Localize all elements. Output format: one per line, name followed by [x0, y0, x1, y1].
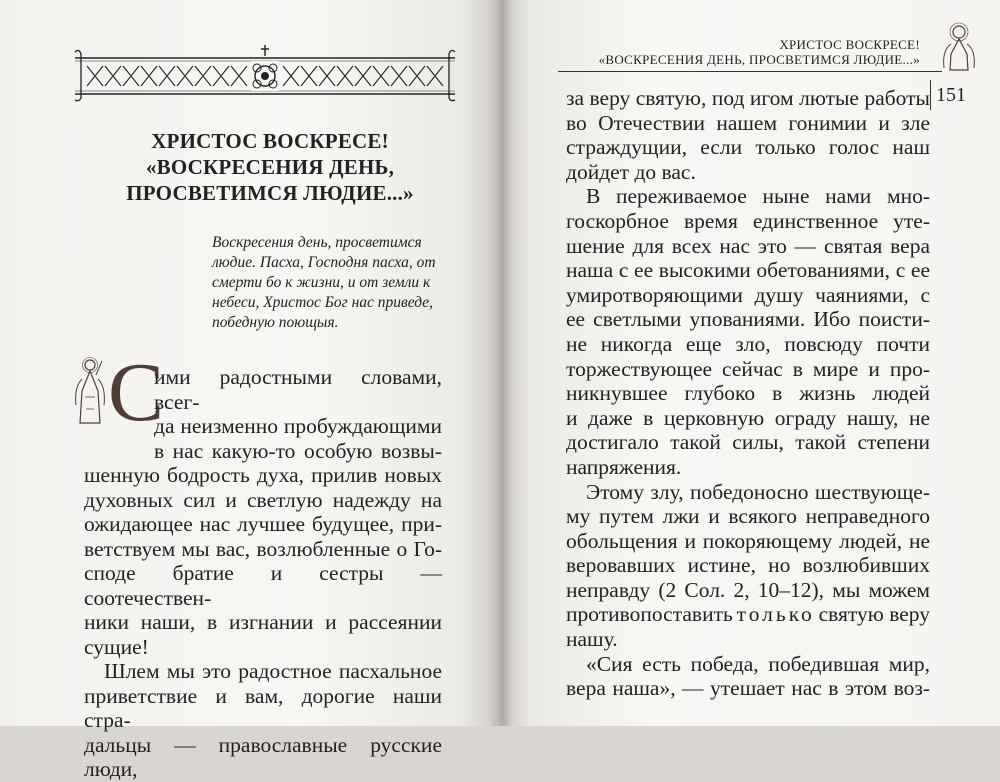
text-line: никнувшее глубоко в жизнь людей [566, 381, 930, 406]
text-segment: святую веру [818, 602, 930, 627]
angel-icon [940, 22, 978, 72]
running-head-line: ХРИСТОС ВОСКРЕСЕ! [779, 37, 920, 52]
text-line: торжествующее сейчас в мире и про- [566, 356, 930, 381]
text-line: дойдет до вас. [566, 159, 696, 184]
page-number: 151 [936, 84, 966, 106]
text-line: веровавших истине, но возлюбивших [566, 553, 930, 578]
text-line: Этому злу, победоносно шествующе- [586, 479, 930, 504]
emphasized-word: только [736, 602, 815, 627]
text-line [566, 602, 930, 627]
text-line: наша с ее высокими обетованиями, с ее [566, 258, 930, 283]
text-line: нашу. [566, 627, 618, 652]
text-line: сущие! [84, 634, 149, 659]
book-gutter [488, 0, 514, 726]
text-line: напряжения. [566, 454, 682, 479]
running-head-line: «ВОСКРЕСЕНИЯ ДЕНЬ, ПРОСВЕТИМСЯ ЛЮДИЕ...» [598, 52, 920, 67]
text-line: ожидающее нас лучшее будущее, при- [84, 512, 442, 536]
text-line: Шлем мы это радостное пасхальное [104, 659, 442, 683]
header-rule [558, 71, 942, 72]
epigraph-line: небеси, Христос Бог нас приведе, [212, 294, 434, 311]
text-line: не никогда еще зло, повсюду почти [566, 331, 930, 356]
text-line: неправду (2 Сол. 2, 10–12), мы можем [566, 577, 930, 602]
text-line: «Сия есть победа, победившая мир, [586, 651, 930, 676]
text-line: во Отечествии нашем гонимии и зле [566, 110, 930, 135]
epigraph-line: Воскресения день, просветимся [212, 234, 422, 251]
title-line: ПРОСВЕТИМСЯ ЛЮДИЕ...» [126, 181, 414, 205]
text-line: приветствие и вам, дорогие наши стра- [84, 683, 442, 732]
drop-cap-letter: С [108, 346, 165, 439]
title-line: «ВОСКРЕСЕНИЯ ДЕНЬ, [145, 155, 395, 179]
epigraph-line: смерти бо к жизни, и от земли к [212, 274, 431, 291]
text-line: В переживаемое ныне нами мно- [586, 184, 930, 209]
text-line: ники наши, в изгнании и рассеянии [84, 610, 442, 634]
text-line: за веру святую, под игом лютые работы [566, 86, 930, 110]
text-line: ее светлыми упованиями. Ибо поисти- [566, 307, 930, 332]
text-line: му путем лжи и всякого неправедного [566, 504, 930, 529]
right-body-text [566, 86, 930, 701]
text-line: духовных сил и светлую надежду на [84, 487, 442, 512]
text-line: обольщения и покоряющему людей, не [566, 528, 930, 553]
text-line: споде братие и сестры — соотечествен- [84, 561, 442, 610]
text-line: да неизменно пробуждающими [154, 414, 442, 438]
epigraph-line: людие. Пасха, Господня пасха, от [212, 254, 436, 271]
text-line: страждущии, если только голос наш [566, 135, 930, 160]
text-line: шенную бодрость духа, прилив новых [84, 463, 442, 487]
text-line: достигало такой силы, такой степени [566, 430, 930, 455]
text-line: и даже в церковную ограду нашу, не [566, 405, 930, 430]
text-line: дальцы — православные русские люди, [84, 732, 442, 781]
text-line: ветствуем мы вас, возлюбленные о Го- [84, 536, 442, 561]
page-number-rule [930, 80, 931, 110]
text-line: шение для всех нас это — святая вера [566, 233, 930, 258]
title-line: ХРИСТОС ВОСКРЕСЕ! [151, 129, 389, 153]
right-page [500, 0, 1000, 726]
text-line: госкорбное время единственное уте- [566, 208, 930, 233]
text-segment: противопоставить [566, 602, 733, 627]
epigraph-line: победную поющыя. [212, 314, 339, 331]
text-line: умиротворяющими душу чаяниями, с [566, 282, 930, 307]
text-line: ими радостными словами, всег- [154, 365, 442, 414]
text-line: вера наша», — утешает нас в этом воз- [566, 676, 930, 701]
text-line: в нас какую-то особую возвы- [154, 438, 442, 463]
running-head [560, 37, 920, 67]
